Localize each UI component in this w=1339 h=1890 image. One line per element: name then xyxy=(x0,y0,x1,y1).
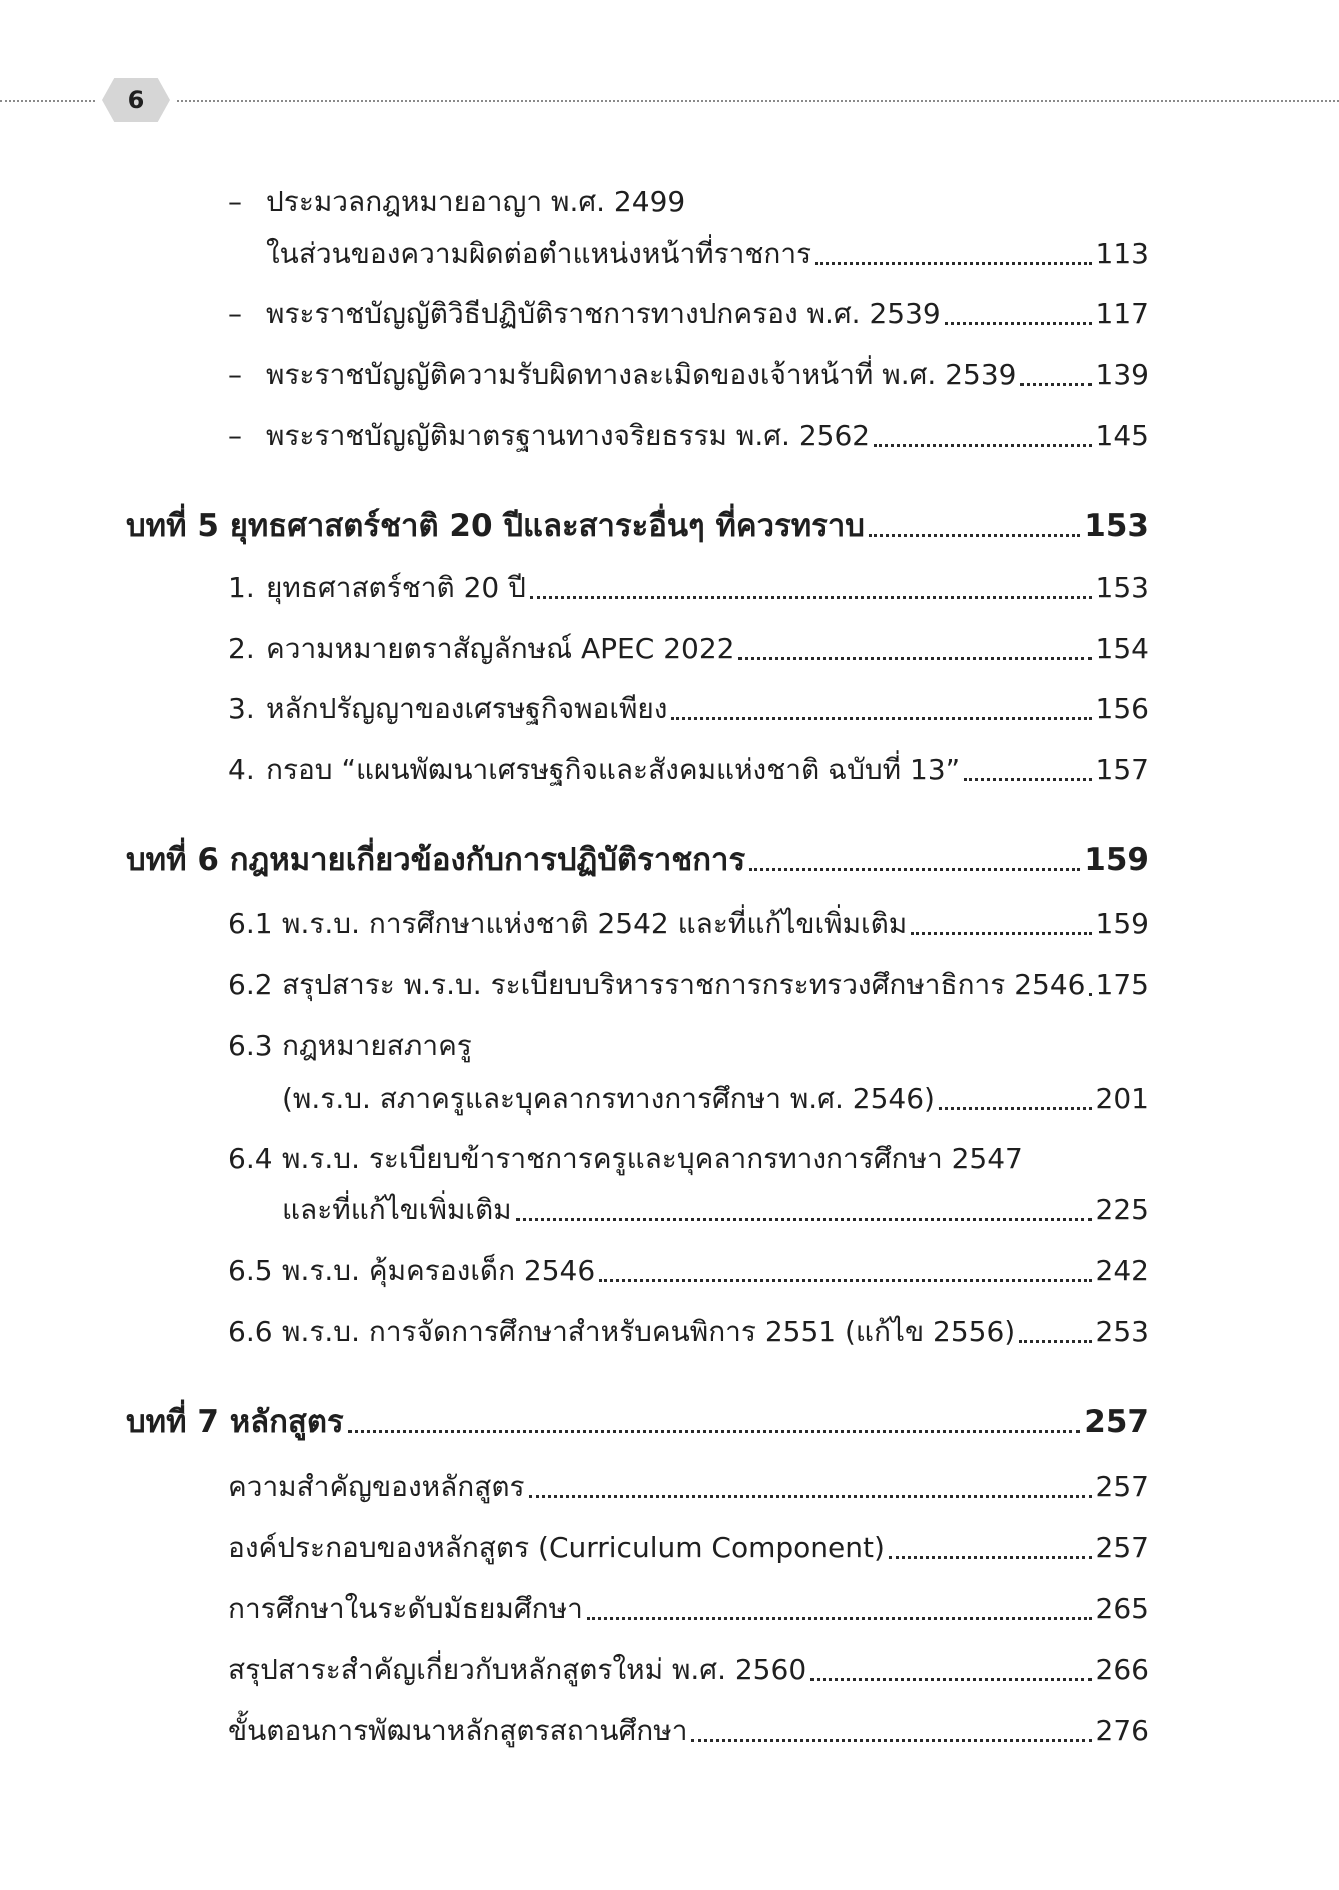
toc-entry-number: 6.3 xyxy=(228,1029,273,1062)
toc-entry-title: สรุปสาระสำคัญเกี่ยวกับหลักสูตรใหม่ พ.ศ. 2560 xyxy=(228,1653,807,1686)
toc-entry-title: พระราชบัญญัติวิธีปฏิบัติราชการทางปกครอง พ.ศ. 2539 xyxy=(266,297,941,330)
toc-entry-title-line1: ประมวลกฎหมายอาญา พ.ศ. 2499 xyxy=(266,185,686,218)
toc-entry-number: 6.1 xyxy=(228,907,273,940)
toc-entry-page: 257 xyxy=(1095,1470,1149,1503)
chapter-title: บทที่ 6 กฎหมายเกี่ยวข้องกับการปฏิบัติราชการ xyxy=(126,842,746,878)
dot-leader xyxy=(874,440,1091,447)
toc-chapter-7[interactable] xyxy=(126,1400,1149,1444)
toc-entry[interactable] xyxy=(228,1465,1149,1509)
toc-entry-page: 242 xyxy=(1095,1254,1149,1287)
toc-entry-page: 145 xyxy=(1095,419,1149,452)
toc-entry-title: พ.ร.บ. การศึกษาแห่งชาติ 2542 และที่แก้ไขเพิ่มเติม xyxy=(282,907,908,940)
toc-entry-number: 1. xyxy=(228,571,255,604)
toc-entry-title: ในส่วนของความผิดต่อตำแหน่งหน้าที่ราชการ xyxy=(266,237,812,270)
toc-entry-title: สรุปสาระ พ.ร.บ. ระเบียบบริหารราชการกระทรวงศึกษาธิการ 2546 xyxy=(282,968,1086,1001)
toc-entry[interactable] xyxy=(282,1077,1149,1121)
toc-entry-title-line1: กฎหมายสภาครู xyxy=(282,1029,472,1062)
toc-entry-page: 139 xyxy=(1095,358,1149,391)
toc-entry[interactable] xyxy=(228,1310,1149,1354)
toc-entry-title: และที่แก้ไขเพิ่มเติม xyxy=(282,1193,512,1226)
toc-entry[interactable] xyxy=(228,748,1149,792)
dot-leader xyxy=(889,1552,1092,1559)
toc-entry-page: 276 xyxy=(1095,1714,1149,1747)
toc-dash: – xyxy=(228,419,242,452)
dot-leader xyxy=(869,530,1080,537)
dot-leader xyxy=(599,1275,1091,1282)
toc-entry[interactable] xyxy=(228,1249,1149,1293)
chapter-page: 159 xyxy=(1084,842,1149,878)
toc-entry-number: 3. xyxy=(228,692,255,725)
toc-entry-number: 2. xyxy=(228,632,255,665)
dot-leader xyxy=(1089,989,1091,996)
toc-dash: – xyxy=(228,358,242,391)
toc-entry[interactable] xyxy=(228,292,1149,336)
toc-entry[interactable] xyxy=(228,687,1149,731)
dot-leader xyxy=(1020,379,1091,386)
toc-entry[interactable] xyxy=(228,627,1149,671)
dot-leader xyxy=(964,774,1091,781)
toc-entry-page: 159 xyxy=(1095,907,1149,940)
dot-leader xyxy=(749,864,1080,871)
toc-dash: – xyxy=(228,297,242,330)
dot-leader xyxy=(671,713,1091,720)
dot-leader xyxy=(738,653,1091,660)
toc-entry-title: องค์ประกอบของหลักสูตร (Curriculum Component) xyxy=(228,1531,885,1564)
dot-leader xyxy=(1019,1336,1091,1343)
toc-entry-page: 257 xyxy=(1095,1531,1149,1564)
toc-entry-number: 6.4 xyxy=(228,1142,273,1175)
dot-leader xyxy=(911,928,1091,935)
toc-entry-page: 157 xyxy=(1095,753,1149,786)
toc-entry[interactable] xyxy=(228,1587,1149,1631)
toc-entry-title: หลักปรัญญาของเศรษฐกิจพอเพียง xyxy=(266,692,668,725)
toc-entry-page: 265 xyxy=(1095,1592,1149,1625)
toc-entry[interactable] xyxy=(228,414,1149,458)
toc-entry[interactable] xyxy=(228,1709,1149,1753)
chapter-page: 257 xyxy=(1084,1404,1149,1440)
toc-entry-number: 6.5 xyxy=(228,1254,273,1287)
toc-entry-title-line1: พ.ร.บ. ระเบียบข้าราชการครูและบุคลากรทางการศึกษา 2547 xyxy=(282,1142,1023,1175)
toc-entry-page: 113 xyxy=(1095,237,1149,270)
dot-leader xyxy=(587,1613,1092,1620)
toc-entry-page: 201 xyxy=(1095,1082,1149,1115)
toc-entry-page: 156 xyxy=(1095,692,1149,725)
page-number: 6 xyxy=(127,86,145,114)
toc-entry-title: พ.ร.บ. การจัดการศึกษาสำหรับคนพิการ 2551 (แก้ไข 2556) xyxy=(282,1315,1016,1348)
toc-entry-number: 6.6 xyxy=(228,1315,273,1348)
toc-entry-title: พระราชบัญญัติมาตรฐานทางจริยธรรม พ.ศ. 2562 xyxy=(266,419,871,452)
toc-dash: – xyxy=(228,185,242,218)
toc-entry-number: 4. xyxy=(228,753,255,786)
dot-leader xyxy=(516,1214,1092,1221)
toc-entry-title: พ.ร.บ. คุ้มครองเด็ก 2546 xyxy=(282,1254,596,1287)
toc-entry-title: การศึกษาในระดับมัธยมศึกษา xyxy=(228,1592,583,1625)
toc-entry-title: ความหมายตราสัญลักษณ์ APEC 2022 xyxy=(266,632,735,665)
toc-entry[interactable] xyxy=(228,566,1149,610)
dot-leader xyxy=(939,1103,1092,1110)
toc-entry[interactable] xyxy=(266,232,1149,276)
chapter-title: บทที่ 7 หลักสูตร xyxy=(126,1404,344,1440)
chapter-page: 153 xyxy=(1084,508,1149,544)
dot-leader xyxy=(530,592,1092,599)
toc-chapter-6[interactable] xyxy=(126,838,1149,882)
toc-entry-page: 266 xyxy=(1095,1653,1149,1686)
toc-entry-line1 xyxy=(228,180,685,224)
toc-entry-title: ความสำคัญของหลักสูตร xyxy=(228,1470,525,1503)
toc-entry-title: ยุทธศาสตร์ชาติ 20 ปี xyxy=(266,571,526,604)
toc-entry[interactable] xyxy=(228,902,1149,946)
chapter-title: บทที่ 5 ยุทธศาสตร์ชาติ 20 ปีและสาระอื่นๆ ที่ควรทราบ xyxy=(126,508,865,544)
toc-entry[interactable] xyxy=(228,1526,1149,1570)
toc-entry[interactable] xyxy=(228,353,1149,397)
toc-entry-page: 117 xyxy=(1095,297,1149,330)
dot-leader xyxy=(810,1674,1091,1681)
dot-leader xyxy=(529,1491,1092,1498)
toc-entry-title: กรอบ “แผนพัฒนาเศรษฐกิจและสังคมแห่งชาติ ฉบับที่ 13” xyxy=(266,753,961,786)
toc-entry-page: 153 xyxy=(1095,571,1149,604)
toc-entry-title: (พ.ร.บ. สภาครูและบุคลากรทางการศึกษา พ.ศ. 2546) xyxy=(282,1082,935,1115)
toc-entry-number: 6.2 xyxy=(228,968,273,1001)
toc-entry-line1 xyxy=(228,1137,1023,1181)
toc-entry-page: 225 xyxy=(1095,1193,1149,1226)
toc-entry-line1 xyxy=(228,1024,472,1068)
toc-entry-title: พระราชบัญญัติความรับผิดทางละเมิดของเจ้าหน้าที่ พ.ศ. 2539 xyxy=(266,358,1017,391)
toc-chapter-5[interactable] xyxy=(126,504,1149,548)
dot-leader xyxy=(945,318,1092,325)
dot-leader xyxy=(348,1426,1081,1433)
toc-entry[interactable] xyxy=(228,963,1149,1007)
toc-entry[interactable] xyxy=(282,1188,1149,1232)
toc-entry-page: 175 xyxy=(1095,968,1149,1001)
dot-leader xyxy=(815,258,1091,265)
toc-entry[interactable] xyxy=(228,1648,1149,1692)
dot-leader xyxy=(691,1735,1091,1742)
toc-entry-page: 253 xyxy=(1095,1315,1149,1348)
toc-entry-page: 154 xyxy=(1095,632,1149,665)
toc-entry-title: ขั้นตอนการพัฒนาหลักสูตรสถานศึกษา xyxy=(228,1714,688,1747)
